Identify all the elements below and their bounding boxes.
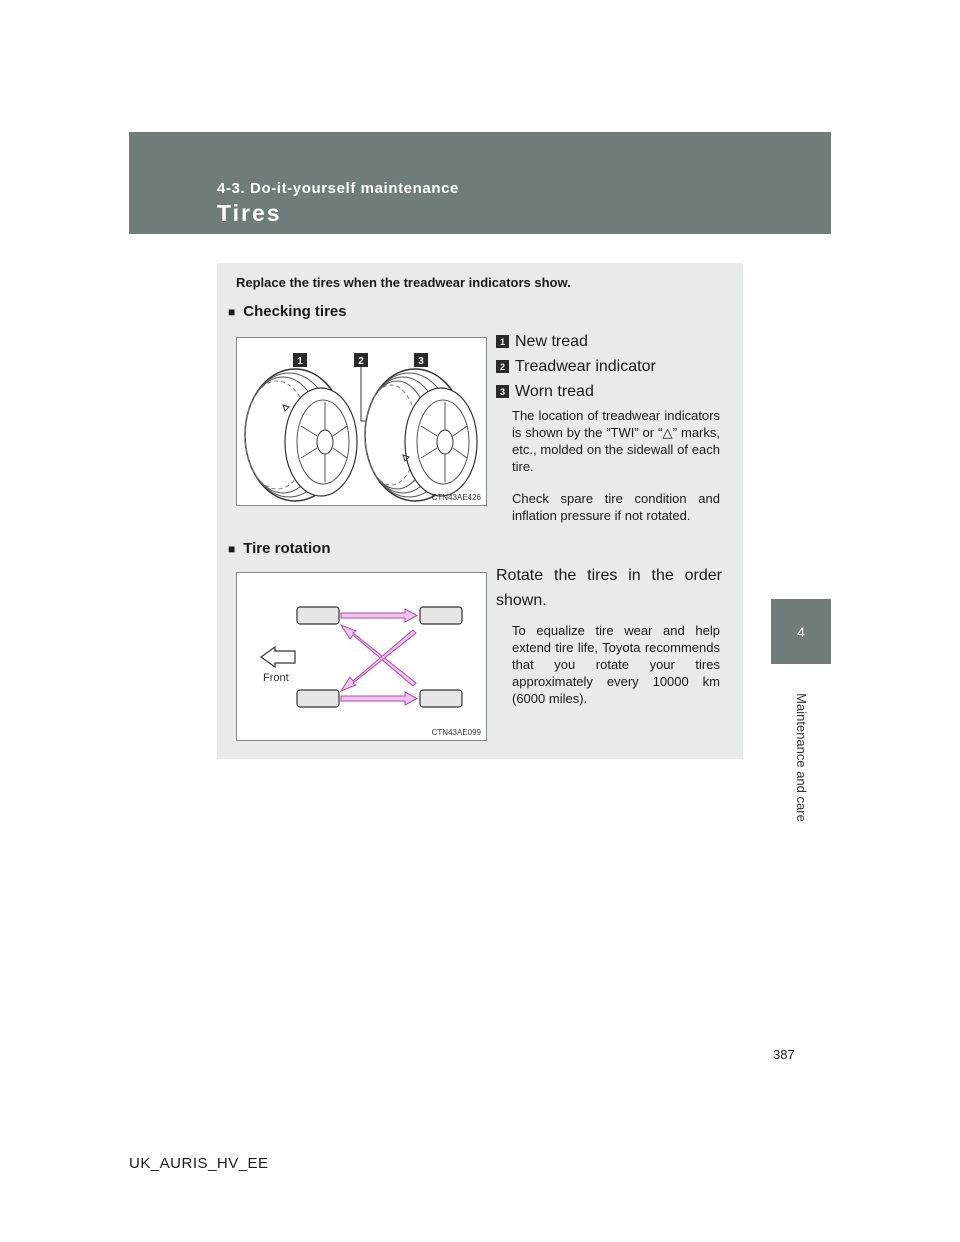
document-code: UK_AURIS_HV_EE xyxy=(129,1155,269,1172)
checking-tires-heading-text: Checking tires xyxy=(243,303,347,320)
svg-text:3: 3 xyxy=(418,356,424,367)
arrow-front-right-to-rear-left xyxy=(341,630,416,691)
rotation-note: To equalize tire wear and help extend tire life, Toyota recommends that you rotate your tires approximately every 10000 km (6000 miles). xyxy=(512,623,720,706)
front-right-tire xyxy=(420,607,462,624)
twi-note: The location of treadwear indicators is shown by the “TWI” or “△” marks, etc., molded on the sidewall of each tire. xyxy=(512,408,720,474)
tire-tread-figure xyxy=(236,337,487,506)
rotation-lead-text: Rotate the tires in the order shown. xyxy=(496,567,722,609)
chapter-label-text: Maintenance and care xyxy=(793,692,809,822)
new-tread-tire xyxy=(245,369,357,501)
tire-rotation-heading xyxy=(228,540,330,557)
tire-rotation-heading-text: Tire rotation xyxy=(243,540,331,557)
svg-text:1: 1 xyxy=(297,356,303,367)
front-left-tire xyxy=(297,607,339,624)
section-title: 4-3. Do-it-yourself maintenance xyxy=(217,180,459,197)
arrow-rear-right-to-front-left xyxy=(341,625,416,686)
tire-rotation-diagram xyxy=(237,573,486,740)
legend-item xyxy=(496,329,726,354)
page-number: 387 xyxy=(773,1047,795,1062)
figure-code: CTN43AE099 xyxy=(431,728,481,737)
worn-tread-tire xyxy=(365,369,477,501)
legend-number: 2 xyxy=(496,360,509,373)
chapter-tab[interactable] xyxy=(771,599,831,664)
legend-item xyxy=(496,379,726,404)
legend-label: Worn tread xyxy=(515,382,594,400)
legend-number: 3 xyxy=(496,385,509,398)
tire-tread-illustration xyxy=(237,338,486,505)
front-direction-icon xyxy=(261,647,295,667)
spare-tire-note: Check spare tire condition and inflation pressure if not rotated. xyxy=(512,491,720,523)
arrow-rear-left-to-right xyxy=(341,692,417,705)
rear-left-tire xyxy=(297,690,339,707)
front-label: Front xyxy=(263,672,289,684)
chapter-label xyxy=(762,687,840,827)
page-title: Tires xyxy=(217,200,282,226)
legend-item xyxy=(496,354,726,379)
arrow-front-left-to-right xyxy=(341,609,417,622)
chapter-number: 4 xyxy=(797,623,805,640)
content-box xyxy=(217,263,743,759)
page-header xyxy=(129,132,831,234)
legend-label: Treadwear indicator xyxy=(515,357,656,375)
tread-legend xyxy=(496,329,726,404)
callout-1 xyxy=(293,353,307,367)
intro-text: Replace the tires when the treadwear indicators show. xyxy=(236,275,571,290)
tire-rotation-figure xyxy=(236,572,487,741)
bullet-icon: ■ xyxy=(228,304,236,319)
figure-code: CTN43AE426 xyxy=(431,493,481,502)
rear-right-tire xyxy=(420,690,462,707)
bullet-icon: ■ xyxy=(228,541,236,556)
legend-number: 1 xyxy=(496,335,509,348)
callout-2 xyxy=(354,353,368,367)
svg-text:2: 2 xyxy=(358,356,364,367)
legend-label: New tread xyxy=(515,332,588,350)
callout-3 xyxy=(414,353,428,367)
checking-tires-heading xyxy=(228,303,347,320)
